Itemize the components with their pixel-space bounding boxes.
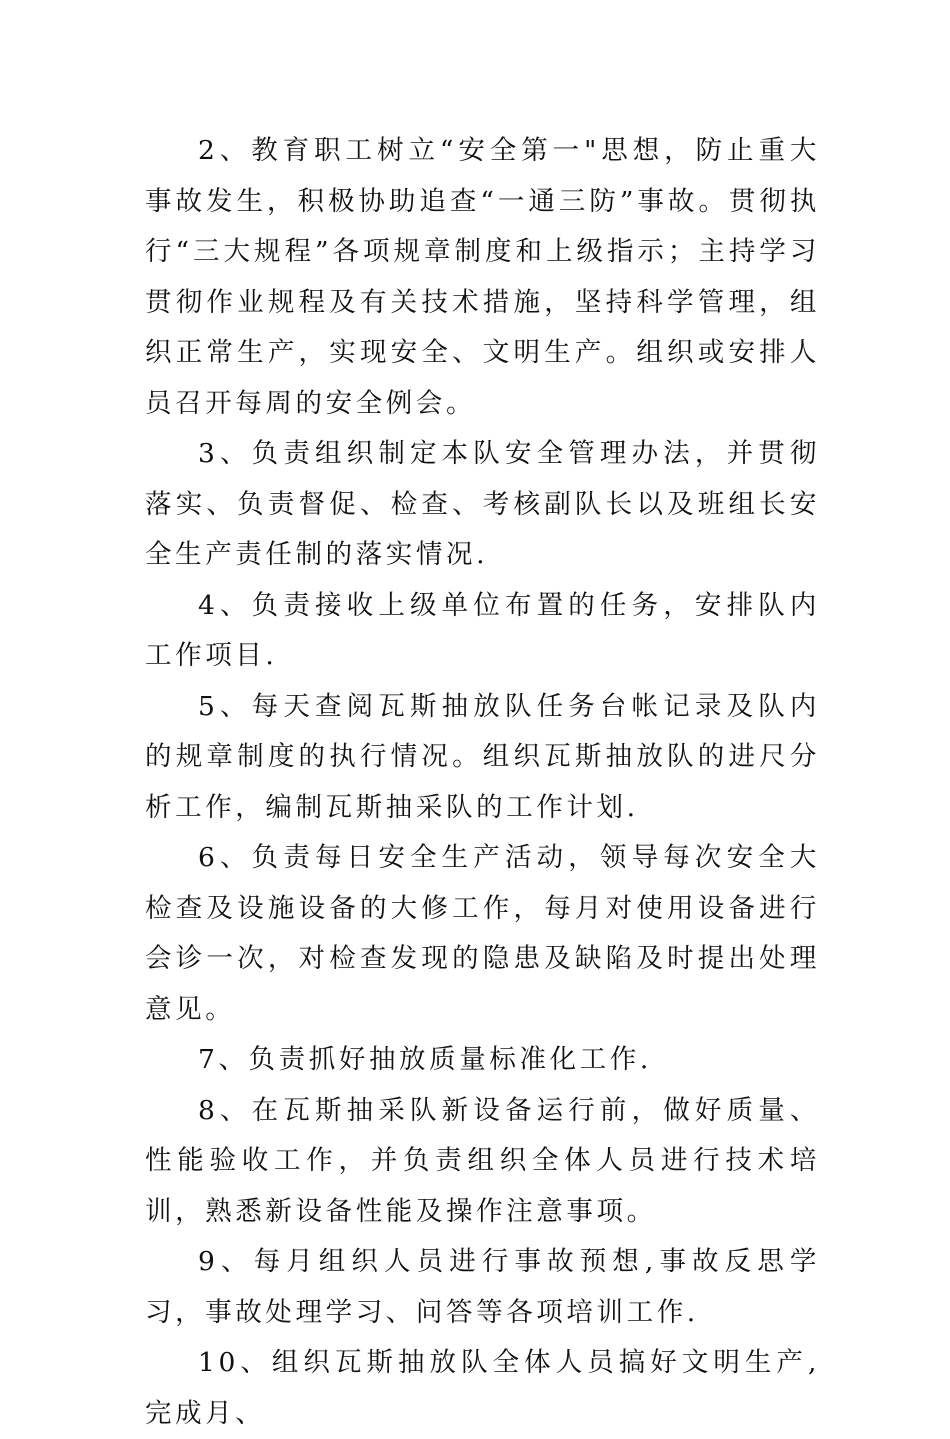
paragraph-item-10: 10、组织瓦斯抽放队全体人员搞好文明生产,完成月、 <box>145 1347 820 1429</box>
paragraph-item-8: 8、在瓦斯抽采队新设备运行前，做好质量、性能验收工作，并负责组织全体人员进行技术培训，熟悉新设备性能及操作注意事项。 <box>145 1094 820 1227</box>
paragraph-item-6: 6、负责每日安全生产活动，领导每次安全大检查及设施设备的大修工作，每月对使用设备进行会诊一次，对检查发现的隐患及缺陷及时提出处理意见。 <box>145 842 820 1025</box>
paragraph-item-5: 5、每天查阅瓦斯抽放队任务台帐记录及队内的规章制度的执行情况。组织瓦斯抽放队的进尺分析工作，编制瓦斯抽采队的工作计划. <box>145 690 820 823</box>
paragraph-item-3: 3、负责组织制定本队安全管理办法，并贯彻落实、负责督促、检查、考核副队长以及班组长安全生产责任制的落实情况. <box>145 438 820 570</box>
paragraph-item-2: 2、教育职工树立“安全第一"思想，防止重大事故发生，积极协助追查“一通三防”事故。贯彻执行“三大规程”各项规章制度和上级指示；主持学习贯彻作业规程及有关技术措施，坚持科学管理，组织正常生产，实现安全、文明生产。组织或安排人员召开每周的安全例会。 <box>145 135 820 419</box>
paragraph-item-9: 9、每月组织人员进行事故预想,事故反思学习，事故处理学习、问答等各项培训工作. <box>145 1246 820 1328</box>
document-body <box>145 126 820 1439</box>
paragraph-item-4: 4、负责接收上级单位布置的任务，安排队内工作项目. <box>145 589 820 671</box>
paragraph-item-7: 7、负责抓好抽放质量标准化工作. <box>198 1044 652 1075</box>
